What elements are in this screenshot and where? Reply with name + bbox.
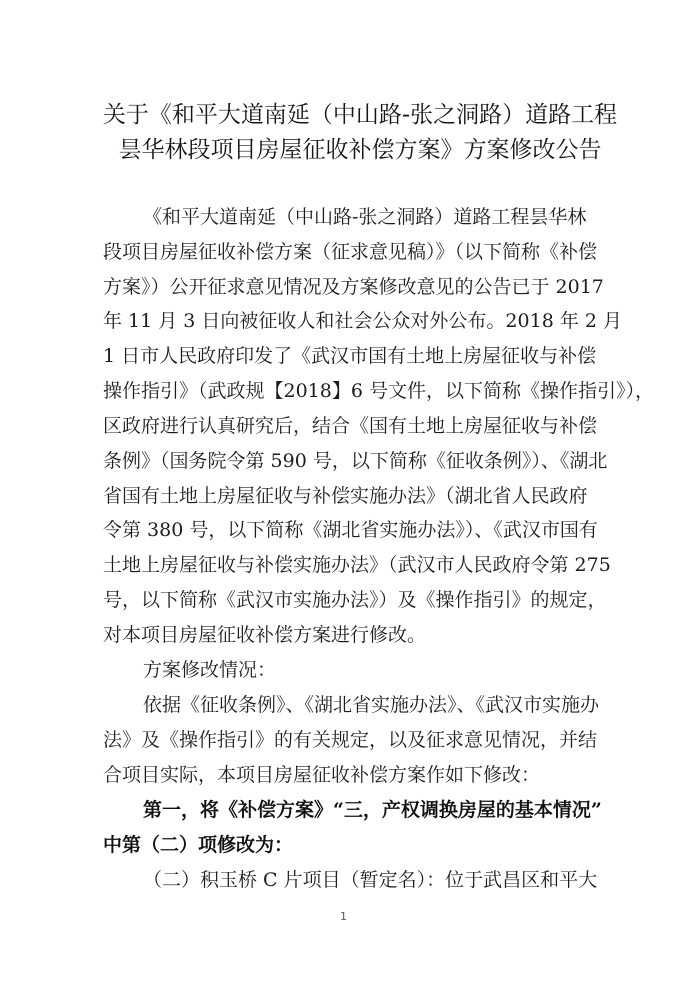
body-line: 依据《征收条例》、《湖北省实施办法》、《武汉市实施办 [143, 694, 600, 716]
page-number: 1 [340, 910, 347, 923]
body-line: （二）积玉桥 C 片项目（暂定名）：位于武昌区和平大 [143, 869, 598, 891]
section-heading: 方案修改情况： [143, 659, 277, 681]
body-line: 令第 380 号，以下简称《湖北省实施办法》）、《武汉市国有 [103, 519, 598, 541]
body-line: 方案》）公开征求意见情况及方案修改意见的公告已于 2017 [103, 276, 604, 298]
body-line: 法》及《操作指引》的有关规定，以及征求意见情况，并结 [103, 729, 598, 751]
body-line: 省国有土地上房屋征收与补偿实施办法》（湖北省人民政府 [103, 485, 588, 507]
body-line: 区政府进行认真研究后，结合《国有土地上房屋征收与补偿 [103, 415, 598, 437]
body-line: 《和平大道南延（中山路-张之洞路）道路工程昙华林 [143, 206, 587, 228]
body-line: 土地上房屋征收与补偿实施办法》（武汉市人民政府令第 275 [103, 554, 611, 576]
body-line: 年 11 月 3 日向被征收人和社会公众对外公布。2018 年 2 月 [103, 310, 622, 332]
body-line: 合项目实际，本项目房屋征收补偿方案作如下修改： [103, 764, 541, 786]
body-line: 号，以下简称《武汉市实施办法》）及《操作指引》的规定， [103, 589, 607, 611]
body-line: 对本项目房屋征收补偿方案进行修改。 [103, 624, 427, 646]
body-line: 段项目房屋征收补偿方案（征求意见稿）》（以下简称《补偿 [103, 241, 598, 263]
document-title-line-1: 关于《和平大道南延（中山路-张之洞路）道路工程 [102, 102, 618, 128]
document-title-line-2: 昙华林段项目房屋征收补偿方案》方案修改公告 [118, 137, 602, 163]
body-line: 1 日市人民政府印发了《武汉市国有土地上房屋征收与补偿 [103, 345, 597, 367]
amendment-heading-line-2: 中第（二）项修改为： [103, 834, 294, 856]
body-line: 操作指引》（武政规【2018】6 号文件，以下简称《操作指引》）， [103, 380, 654, 402]
body-line: 条例》（国务院令第 590 号，以下简称《征收条例》）、《湖北 [103, 450, 608, 472]
amendment-heading-line-1: 第一，将《补偿方案》“三，产权调换房屋的基本情况” [143, 799, 602, 821]
